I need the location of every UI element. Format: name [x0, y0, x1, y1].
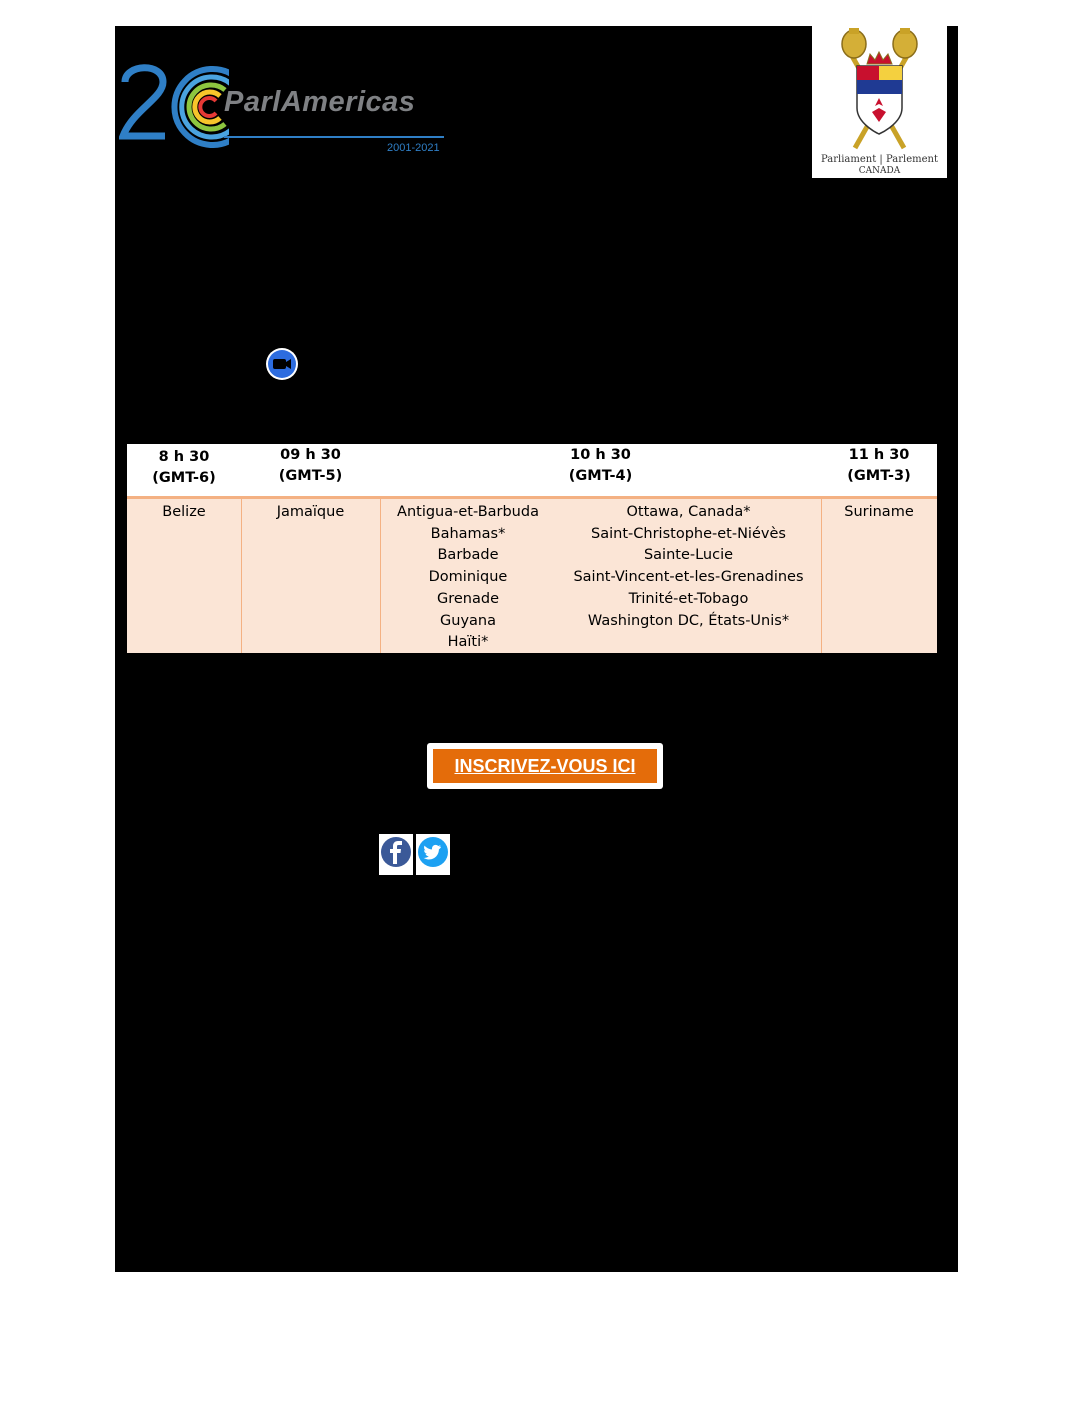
country-item: Haïti* — [447, 634, 489, 651]
country-item: Barbade — [437, 547, 499, 564]
parlamericas-logo — [119, 58, 449, 158]
header-time: 10 h 30 — [570, 447, 631, 463]
header-gmt3 — [821, 445, 937, 487]
header-zone: (GMT-6) — [152, 470, 216, 486]
country-item: Trinité-et-Tobago — [628, 590, 749, 607]
country-item: Bahamas* — [430, 525, 506, 542]
country-item: Jamaïque — [276, 504, 345, 520]
header-gmt6 — [127, 447, 241, 489]
country-item: Ottawa, Canada* — [626, 504, 751, 520]
country-item: Belize — [162, 504, 206, 520]
header-time: 11 h 30 — [848, 447, 910, 463]
header-zone: (GMT-3) — [847, 468, 911, 484]
country-item: Saint-Christophe-et-Niévès — [591, 525, 786, 542]
table-header-row — [127, 444, 937, 499]
parlamericas-years: 2001-2021 — [387, 142, 440, 154]
parliament-canada-logo — [812, 26, 947, 178]
cell-gmt4-right — [556, 502, 821, 632]
header-time: 8 h 30 — [158, 449, 210, 465]
logo-rule — [224, 136, 444, 138]
parliament-country: CANADA — [858, 166, 901, 176]
header-time: 09 h 30 — [280, 447, 341, 463]
cell-gmt5 — [241, 502, 380, 524]
parliament-caption: Parliament | Parlement — [821, 154, 938, 165]
video-camera-icon[interactable] — [265, 347, 299, 381]
register-button-frame — [427, 743, 663, 789]
twitter-icon[interactable] — [416, 834, 450, 875]
country-item: Dominique — [428, 569, 508, 586]
header-gmt5 — [241, 445, 380, 487]
cell-gmt4-left — [380, 502, 556, 654]
country-item: Grenade — [436, 590, 499, 607]
cell-gmt3 — [821, 502, 937, 524]
table-body-row — [127, 499, 937, 653]
header-zone: (GMT-5) — [278, 468, 343, 484]
anniversary-20-mark — [119, 58, 229, 148]
country-item: Sainte-Lucie — [643, 547, 734, 564]
country-item: Saint-Vincent-et-les-Grenadines — [573, 569, 804, 586]
header-gmt4 — [380, 445, 821, 487]
header-zone: (GMT-4) — [568, 468, 633, 484]
parlamericas-wordmark: ParlAmericas — [224, 86, 416, 118]
facebook-icon[interactable] — [379, 834, 413, 875]
maces-and-crest-emblem — [812, 26, 947, 152]
cell-gmt6 — [127, 502, 241, 524]
country-item: Antigua-et-Barbuda — [397, 504, 539, 520]
country-item: Washington DC, États-Unis* — [587, 612, 790, 629]
register-button[interactable]: INSCRIVEZ-VOUS ICI — [433, 749, 657, 783]
country-item: Guyana — [440, 612, 496, 629]
country-item: Suriname — [844, 504, 914, 520]
